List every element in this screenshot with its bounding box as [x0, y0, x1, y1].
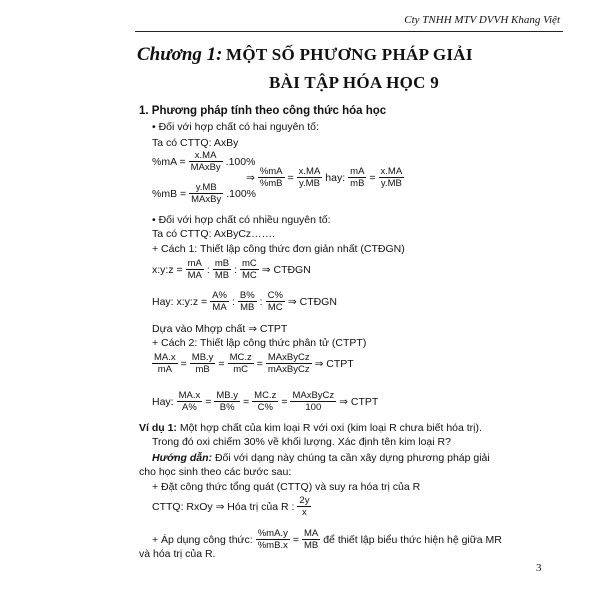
- formula-ratio: ⇒ $\frac{\%mA}{\%mB}$ = $\frac{x.MA}{y.MB}$ hay: $\frac{mA}{mB}$ = $\frac{x.MA}{y.MB}$: [246, 166, 403, 189]
- chapter-title-line1: MỘT SỐ PHƯƠNG PHÁP GIẢI: [226, 45, 473, 64]
- chapter-label: Chương 1:: [137, 44, 223, 65]
- guide-line-1: Hướng dẫn: Đối với dạng này chúng ta cần xây dựng phương pháp giải: [152, 452, 490, 464]
- example-line-1: Ví dụ 1: Một hợp chất của kim loại R với oxi (kim loại R chưa biết hóa trị).: [139, 422, 482, 434]
- formula-ctpt-percent: Hay: $\frac{MA.x}{A\%}$ = $\frac{MB.y}{B\%}$ = $\frac{MC.z}{C\%}$ = $\frac{\text{MAxByCz}}{100}$ ⇒ CTPT: [152, 390, 379, 413]
- step-2-formula: + Áp dụng công thức: $\frac{\%mA.y}{\%mB.x}$ = $\frac{MA}{MB}$ để thiết lập biểu thức hiện hệ giữa MR: [152, 528, 502, 551]
- formula-percent-a: %mA = $\frac{x.MA}{\text{MAxBy}}$ .100%: [152, 150, 256, 173]
- final-line: và hóa trị của R.: [139, 548, 216, 560]
- cttq-r-formula: CTTQ: RxOy ⇒ Hóa trị của R : $\frac{2y}{x}$: [152, 495, 310, 518]
- method-1: + Cách 1: Thiết lập công thức đơn giản nhất (CTĐGN): [152, 243, 405, 255]
- method-2: + Cách 2: Thiết lập công thức phân tử (CTPT): [152, 337, 367, 349]
- based-on-molar-mass: Dựa vào Mhợp chất ⇒ CTPT: [152, 323, 288, 335]
- header-rule: [135, 31, 563, 32]
- example-line-2: Trong đó oxi chiếm 30% về khối lượng. Xác định tên kim loại R?: [152, 436, 451, 448]
- formula-percent-b: %mB = $\frac{y.MB}{\text{MAxBy}}$ .100%: [152, 182, 257, 205]
- page-number: 3: [536, 562, 542, 574]
- guide-line-2: cho học sinh theo các bước sau:: [139, 466, 292, 478]
- bullet-many-elements: • Đối với hợp chất có nhiều nguyên tố:: [152, 214, 331, 226]
- cttq-two-elements: Ta có CTTQ: AxBy: [152, 137, 239, 149]
- formula-xyz: x:y:z = $\frac{mA}{MA}$ : $\frac{mB}{MB}$ : $\frac{mC}{MC}$ ⇒ CTĐGN: [152, 258, 311, 281]
- cttq-many-elements: Ta có CTTQ: AxByCz…….: [152, 228, 276, 240]
- step-1: + Đặt công thức tổng quát (CTTQ) và suy ra hóa trị của R: [152, 481, 421, 493]
- publisher-header: Cty TNHH MTV DVVH Khang Việt: [404, 14, 560, 26]
- section-heading: 1. Phương pháp tính theo công thức hóa học: [139, 105, 387, 117]
- formula-xyz-percent: Hay: x:y:z = $\frac{A\%}{MA}$ : $\frac{B\%}{MB}$ : $\frac{C\%}{MC}$ ⇒ CTĐGN: [152, 290, 337, 313]
- formula-ctpt-mass: $\frac{MA.x}{mA}$ = $\frac{MB.y}{mB}$ = $\frac{MC.z}{mC}$ = $\frac{\text{MAxByCz}}{\text{mAxByCz}}$ ⇒ CTPT: [154, 352, 354, 375]
- chapter-title-line2: BÀI TẬP HÓA HỌC 9: [269, 73, 440, 92]
- bullet-two-elements: • Đối với hợp chất có hai nguyên tố:: [152, 121, 319, 133]
